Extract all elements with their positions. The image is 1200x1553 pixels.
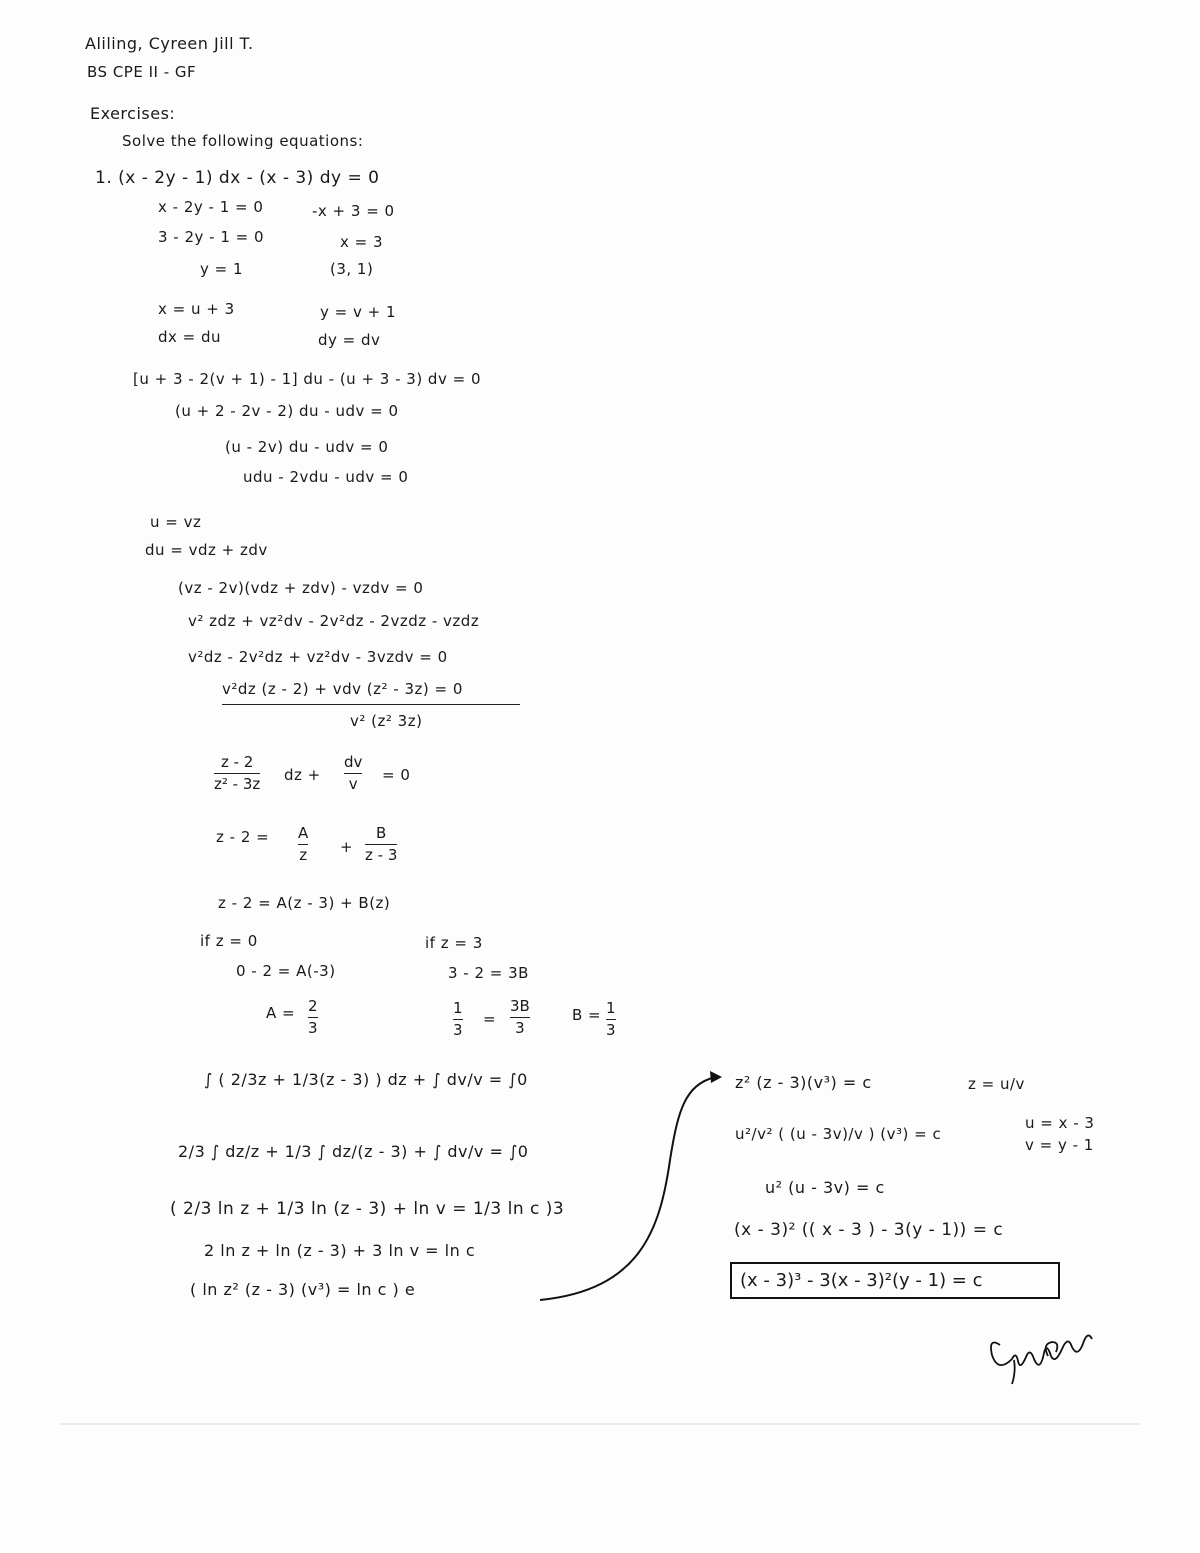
work-line: z = u/v	[968, 1075, 1025, 1093]
problem-statement: 1. (x - 2y - 1) dx - (x - 3) dy = 0	[95, 168, 380, 188]
work-line: (vz - 2v)(vdz + zdv) - vzdv = 0	[178, 579, 424, 597]
work-line: x - 2y - 1 = 0	[158, 198, 264, 216]
work-line: A =	[266, 1004, 296, 1022]
work-line: +	[340, 838, 354, 856]
instruction-text: Solve the following equations:	[122, 132, 364, 150]
work-line: (u - 2v) du - udv = 0	[225, 438, 389, 456]
work-line: 0 - 2 = A(-3)	[236, 962, 336, 980]
work-line: y = v + 1	[320, 303, 397, 321]
work-line: 3 - 2 = 3B	[448, 964, 529, 982]
work-line: 2 ln z + ln (z - 3) + 3 ln v = ln c	[204, 1241, 476, 1260]
work-line: v² (z² 3z)	[350, 712, 423, 730]
fraction: 1 3	[453, 999, 463, 1039]
work-line: v = y - 1	[1025, 1136, 1094, 1154]
connector-arrow	[540, 1077, 715, 1300]
work-line: x = 3	[340, 233, 384, 251]
fraction: z - 2 z² - 3z	[214, 753, 261, 793]
fraction: A z	[298, 824, 309, 864]
fraction: B z - 3	[365, 824, 398, 864]
fraction: dv v	[344, 753, 363, 793]
work-line: z - 2 = A(z - 3) + B(z)	[218, 894, 391, 912]
work-line: u²/v² ( (u - 3v)/v ) (v³) = c	[735, 1125, 942, 1143]
fraction: 1 3	[606, 999, 616, 1039]
work-line: -x + 3 = 0	[312, 202, 395, 220]
work-line: v²dz - 2v²dz + vz²dv - 3vzdv = 0	[188, 648, 448, 666]
final-answer-box: (x - 3)³ - 3(x - 3)²(y - 1) = c	[730, 1262, 1060, 1299]
signature-mark	[991, 1335, 1092, 1384]
work-line: = 0	[382, 766, 411, 784]
work-line: u = vz	[150, 513, 202, 531]
work-line: dy = dv	[318, 331, 381, 349]
work-line: (3, 1)	[330, 260, 374, 278]
work-line: (x - 3)² (( x - 3 ) - 3(y - 1)) = c	[734, 1220, 1004, 1240]
work-line: ∫ ( 2/3z + 1/3(z - 3) ) dz + ∫ dv/v = ∫0	[204, 1070, 528, 1089]
work-line: v²dz (z - 2) + vdv (z² - 3z) = 0	[222, 680, 463, 698]
work-line: dz +	[284, 766, 321, 784]
arrowhead-icon	[710, 1071, 722, 1083]
work-line: v² zdz + vz²dv - 2v²dz - 2vzdz - vzdz	[188, 612, 480, 630]
work-line: (u + 2 - 2v - 2) du - udv = 0	[175, 402, 399, 420]
work-line: B =	[572, 1006, 602, 1024]
work-line: y = 1	[200, 260, 244, 278]
work-line: =	[483, 1010, 497, 1028]
course-section: BS CPE II - GF	[87, 63, 197, 81]
work-line: 3 - 2y - 1 = 0	[158, 228, 265, 246]
fraction: 3B 3	[510, 997, 530, 1037]
work-line: z² (z - 3)(v³) = c	[735, 1073, 872, 1092]
work-line: z - 2 =	[216, 828, 270, 846]
work-line: u² (u - 3v) = c	[765, 1178, 885, 1197]
work-line: [u + 3 - 2(v + 1) - 1] du - (u + 3 - 3) dv = 0	[133, 370, 481, 388]
fraction: 2 3	[308, 997, 318, 1037]
student-name: Aliling, Cyreen Jill T.	[85, 34, 254, 53]
work-line: if z = 3	[425, 934, 483, 952]
work-line: du = vdz + zdv	[145, 541, 268, 559]
work-line: if z = 0	[200, 932, 258, 950]
work-line: udu - 2vdu - udv = 0	[243, 468, 409, 486]
work-line: ( 2/3 ln z + 1/3 ln (z - 3) + ln v = 1/3 ln c )3	[170, 1199, 565, 1219]
work-line: dx = du	[158, 328, 222, 346]
work-line: 2/3 ∫ dz/z + 1/3 ∫ dz/(z - 3) + ∫ dv/v = ∫0	[178, 1142, 529, 1161]
work-line: u = x - 3	[1025, 1114, 1095, 1132]
exercises-heading: Exercises:	[90, 104, 176, 123]
work-line: x = u + 3	[158, 300, 235, 318]
work-line: ( ln z² (z - 3) (v³) = ln c ) e	[190, 1280, 416, 1299]
